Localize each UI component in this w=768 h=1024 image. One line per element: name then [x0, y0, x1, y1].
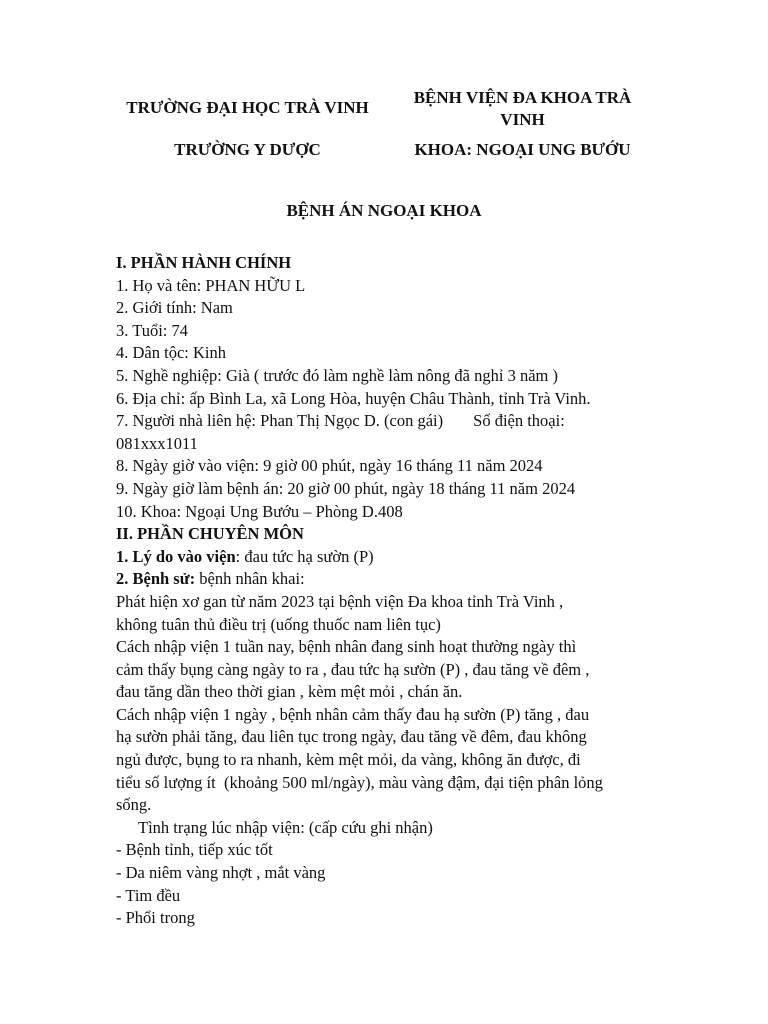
history-paragraph-line: ngủ được, bụng to ra nhanh, kèm mệt mỏi, da vàng, không ăn được, đi — [116, 750, 581, 770]
contact-line — [116, 410, 661, 433]
history-text: bệnh nhân khai: — [195, 569, 305, 589]
reason-label: 1. Lý do vào viện — [116, 546, 236, 566]
history-line — [116, 568, 661, 591]
history-paragraph-line: sống. — [116, 795, 152, 815]
history-paragraph-line: cảm thấy bụng càng ngày to ra , đau tức hạ sườn (P) , đau tăng về đêm , — [116, 659, 590, 679]
reason-line — [116, 546, 661, 569]
document-body — [116, 252, 661, 930]
info-line: 8. Ngày giờ vào viện: 9 giờ 00 phút, ngày 16 tháng 11 năm 2024 — [116, 456, 543, 476]
info-line: 6. Địa chỉ: ấp Bình La, xã Long Hòa, huyện Châu Thành, tỉnh Trà Vinh. — [116, 388, 591, 408]
history-paragraph-line: đau tăng dần theo thời gian , kèm mệt mỏi , chán ăn. — [116, 682, 463, 702]
history-paragraph-line: tiểu số lượng ít (khoảng 500 ml/ngày), màu vàng đậm, đại tiện phân lỏng — [116, 772, 603, 792]
hospital-name-line2: VINH — [500, 110, 545, 129]
status-item: - Tim đều — [116, 885, 181, 905]
phone-label: Số điện thoại: — [473, 411, 565, 431]
status-item: - Bệnh tỉnh, tiếp xúc tốt — [116, 840, 273, 860]
info-line: 2. Giới tính: Nam — [116, 298, 233, 318]
section-heading-clinical: II. PHẦN CHUYÊN MÔN — [116, 524, 304, 544]
info-line: 10. Khoa: Ngoại Ung Bướu – Phòng D.408 — [116, 501, 403, 521]
school-name: TRƯỜNG Y DƯỢC — [174, 140, 321, 159]
contact-person: 7. Người nhà liên hệ: Phan Thị Ngọc D. (con gái) — [116, 411, 444, 431]
university-name: TRƯỜNG ĐẠI HỌC TRÀ VINH — [126, 98, 369, 117]
info-line: 3. Tuổi: 74 — [116, 320, 188, 340]
department-name: KHOA: NGOẠI UNG BƯỚU — [414, 140, 631, 159]
document-title: BỆNH ÁN NGOẠI KHOA — [286, 201, 482, 220]
info-line: 1. Họ và tên: PHAN HỮU L — [116, 275, 306, 295]
info-line: 9. Ngày giờ làm bệnh án: 20 giờ 00 phút, ngày 18 tháng 11 năm 2024 — [116, 478, 576, 498]
section-heading-administrative: I. PHẦN HÀNH CHÍNH — [116, 253, 292, 272]
hospital-name-line1: BỆNH VIỆN ĐA KHOA TRÀ — [413, 88, 632, 107]
history-label: 2. Bệnh sử: — [116, 569, 196, 589]
admission-status-heading: Tình trạng lúc nhập viện: (cấp cứu ghi nhận) — [138, 817, 433, 837]
info-line: 5. Nghề nghiệp: Già ( trước đó làm nghề làm nông đã nghỉ 3 năm ) — [116, 365, 558, 385]
history-paragraph-line: hạ sườn phải tăng, đau liên tục trong ngày, đau tăng về đêm, đau không — [116, 727, 587, 747]
status-item: - Da niêm vàng nhợt , mắt vàng — [116, 863, 326, 883]
info-line: 4. Dân tộc: Kinh — [116, 343, 226, 363]
history-paragraph-line: Phát hiện xơ gan từ năm 2023 tại bệnh viện Đa khoa tỉnh Trà Vinh , — [116, 591, 564, 611]
history-paragraph-line: Cách nhập viện 1 ngày , bệnh nhân cảm thấy đau hạ sườn (P) tăng , đau — [116, 704, 590, 724]
history-paragraph-line: Cách nhập viện 1 tuần nay, bệnh nhân đang sinh hoạt thường ngày thì — [116, 637, 577, 657]
history-paragraph-line: không tuân thủ điều trị (uống thuốc nam liên tục) — [116, 614, 441, 634]
hospital-name — [395, 87, 650, 131]
phone-number: 081xxx1011 — [116, 433, 198, 453]
status-item: - Phổi trong — [116, 908, 195, 928]
reason-text: : đau tức hạ sườn (P) — [235, 546, 374, 566]
